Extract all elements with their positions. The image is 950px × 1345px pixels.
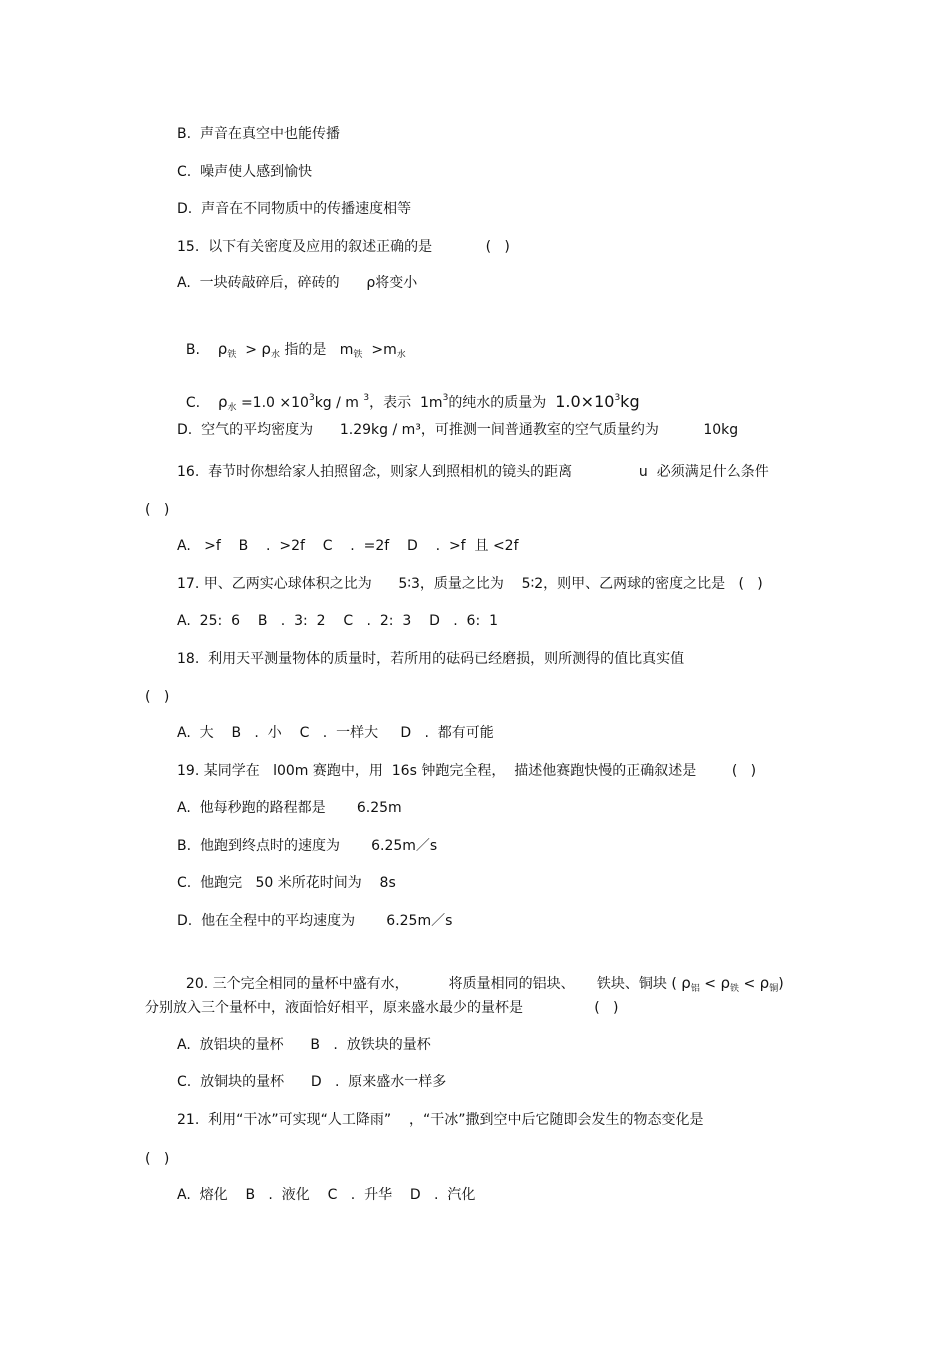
options-18: A. 大 B . 小 C . 一样大 D . 都有可能	[177, 725, 494, 741]
options-20-ab: A. 放铝块的量杯 B . 放铁块的量杯	[177, 1037, 431, 1053]
question-19: 19. 某同学在 l00m 赛跑中，用 16s 钟跑完全程， 描述他赛跑快慢的正确叙述是 ( )	[177, 763, 757, 779]
options-17: A. 25: 6 B . 3: 2 C . 2: 3 D . 6: 1	[177, 613, 498, 629]
question-20: 20. 三个完全相同的量杯中盛有水， 将质量相同的铝块、 铁块、铜块 ( $\rho_铝 < \rho_铁 < \rho_铜$)	[185, 974, 784, 994]
options-20-cd: C. 放铜块的量杯 D . 原来盛水一样多	[177, 1074, 447, 1090]
option-19a: A. 他每秒跑的路程都是 6.25m	[177, 800, 402, 816]
options-21: A. 熔化 B . 液化 C . 升华 D . 汽化	[177, 1187, 476, 1203]
option-14b: B. 声音在真空中也能传播	[177, 126, 340, 142]
question-17: 17. 甲、乙两实心球体积之比为 5∶3，质量之比为 5∶2，则甲、乙两球的密度之比是 ( )	[177, 576, 763, 592]
option-19b: B. 他跑到终点时的速度为 6.25m／s	[177, 838, 438, 854]
option-15c: C. $\rho_水 =1.0 \times 10^3kg / m$ $^3$，表示 $1m^3$的纯水的质量为 $1.0\times 10^3kg$	[185, 392, 640, 413]
question-21-bracket: ( )	[145, 1151, 170, 1167]
option-19d: D. 他在全程中的平均速度为 6.25m／s	[177, 913, 453, 929]
options-16: A. >f B . >2f C . =2f D . >f 且 <2f	[177, 538, 519, 554]
question-21: 21. 利用“干冰”可实现“人工降雨” ，“干冰”撒到空中后它随即会发生的物态变化是	[177, 1112, 704, 1128]
question-16: 16. 春节时你想给家人拍照留念，则家人到照相机的镜头的距离 u 必须满足什么条件	[177, 464, 769, 480]
question-15: 15. 以下有关密度及应用的叙述正确的是 ( )	[177, 239, 510, 255]
option-19c: C. 他跑完 50 米所花时间为 8s	[177, 875, 396, 891]
question-18-bracket: ( )	[145, 689, 170, 705]
option-15b: B. $\rho_铁 > \rho_水$ 指的是 $m_铁 >m_水$	[185, 340, 406, 360]
question-20-cont: 分别放入三个量杯中，液面恰好相平，原来盛水最少的量杯是 ( )	[145, 1000, 619, 1016]
option-15d: D. 空气的平均密度为 1.29kg / m³，可推测一间普通教室的空气质量约为 10kg	[177, 422, 739, 438]
option-14d: D. 声音在不同物质中的传播速度相等	[177, 201, 412, 217]
question-16-bracket: ( )	[145, 502, 170, 518]
question-18: 18. 利用天平测量物体的质量时，若所用的砝码已经磨损，则所测得的值比真实值	[177, 651, 685, 667]
option-15a: A. 一块砖敲碎后，碎砖的 ρ将变小	[177, 275, 418, 291]
option-14c: C. 噪声使人感到愉快	[177, 164, 313, 180]
